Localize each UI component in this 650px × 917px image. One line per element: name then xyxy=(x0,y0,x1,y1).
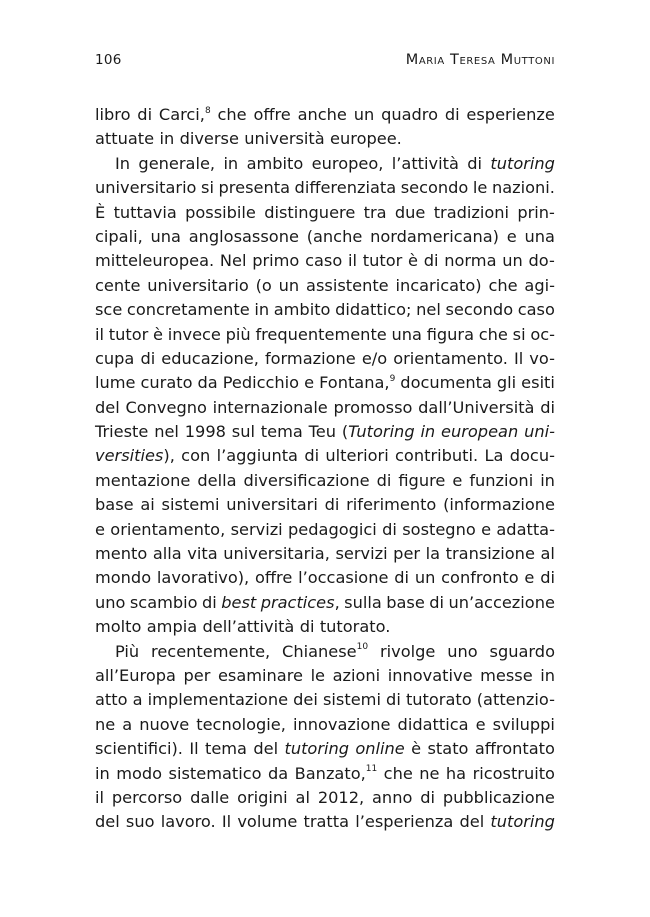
word: orientamento. xyxy=(393,348,508,368)
word: versities), xyxy=(95,446,175,466)
word: Il xyxy=(189,739,199,759)
word: modo xyxy=(116,763,163,783)
word: (informazione xyxy=(443,495,555,515)
word: lavorativo), xyxy=(156,568,250,588)
word: un xyxy=(353,105,375,124)
word: 1998 xyxy=(184,422,226,442)
text-line xyxy=(95,542,555,566)
word: Teu xyxy=(308,422,336,442)
word: al xyxy=(295,787,310,807)
text-line xyxy=(95,444,555,468)
word: base xyxy=(386,592,425,612)
word: ambito xyxy=(273,300,331,320)
word: secondo xyxy=(400,178,469,198)
word: in xyxy=(159,129,175,149)
word: cente xyxy=(95,275,141,295)
word: il xyxy=(95,324,104,344)
word: nazioni. xyxy=(491,178,555,198)
word: Fontana,$^9$ xyxy=(319,373,396,393)
footnote-ref: 11 xyxy=(365,764,378,775)
word: di xyxy=(137,105,153,124)
word: quadro xyxy=(381,105,438,124)
word: ambito xyxy=(246,153,304,173)
word: internazionale xyxy=(212,397,328,417)
word: promosso xyxy=(333,397,413,417)
word: in xyxy=(540,665,555,685)
word: di xyxy=(423,251,439,271)
word: didattico; xyxy=(335,300,412,320)
word: ricostruito xyxy=(472,763,555,783)
word: offre xyxy=(253,105,291,124)
word: Pedicchio xyxy=(222,373,300,393)
word: una xyxy=(524,226,555,246)
word: esaminare xyxy=(217,665,303,685)
word: una xyxy=(150,226,181,246)
word: universitaria, xyxy=(223,544,330,564)
word: ulteriori xyxy=(325,446,389,466)
word: ne xyxy=(419,763,440,783)
word: è xyxy=(408,251,418,271)
text-line xyxy=(95,103,555,127)
word: e xyxy=(481,519,492,539)
word: anno xyxy=(372,787,413,807)
text-line xyxy=(95,786,555,810)
word: un xyxy=(414,568,436,588)
word: l’occasione xyxy=(298,568,389,588)
text-line xyxy=(95,469,555,493)
word: (o xyxy=(255,275,272,295)
word: anglosassone xyxy=(188,226,299,246)
word: invece xyxy=(167,324,221,344)
word: e xyxy=(506,226,517,246)
word: in xyxy=(223,153,239,173)
word: tutoring xyxy=(490,153,555,173)
word: l’aggiunta xyxy=(216,446,298,466)
word: di xyxy=(304,446,320,466)
word: cupa xyxy=(95,348,135,368)
word: e xyxy=(452,470,463,490)
word: Il xyxy=(221,812,232,832)
word: di xyxy=(382,519,397,539)
word: si xyxy=(201,178,214,198)
word: figura xyxy=(426,324,475,344)
word: mitteleuropea. xyxy=(95,251,215,271)
word: in xyxy=(95,763,110,783)
word: gli xyxy=(496,373,517,393)
word: tutorato. xyxy=(319,617,391,637)
word: dall’Università xyxy=(418,397,535,417)
word: il xyxy=(348,251,357,271)
word: confronto xyxy=(441,568,519,588)
word: ne xyxy=(95,714,116,734)
text-line xyxy=(95,664,555,688)
word: sce xyxy=(95,300,123,320)
word: nordamericana) xyxy=(370,226,500,246)
word: e/o xyxy=(361,348,388,368)
word: didattica xyxy=(397,714,469,734)
word: 2012, xyxy=(317,787,365,807)
word: tema xyxy=(204,739,247,759)
word: in xyxy=(254,300,270,320)
word: l’attività xyxy=(391,153,459,173)
word: tuttavia xyxy=(113,202,177,222)
word: azioni xyxy=(332,665,381,685)
word: del xyxy=(253,739,279,759)
word: tutor xyxy=(108,324,149,344)
word: che xyxy=(383,763,413,783)
word: a xyxy=(122,714,133,734)
word: affrontato xyxy=(474,739,555,759)
body-text xyxy=(95,103,555,835)
word: differenziata xyxy=(294,178,397,198)
word: implementazione xyxy=(147,690,289,710)
word: Più xyxy=(115,641,140,661)
word: mentazione xyxy=(95,470,191,490)
text-line xyxy=(95,591,555,615)
word: servizi xyxy=(335,544,388,564)
page-header xyxy=(95,52,555,72)
text-line xyxy=(95,810,555,834)
word: Carci,$^8$ xyxy=(158,105,211,124)
word: suo xyxy=(125,812,155,832)
word: sistemi xyxy=(323,690,381,710)
word: universitario xyxy=(147,275,249,295)
word: di xyxy=(467,153,483,173)
word: università xyxy=(244,129,325,149)
word: di xyxy=(429,592,445,612)
word: le xyxy=(472,178,488,198)
word: do- xyxy=(528,251,555,271)
word: base xyxy=(95,495,134,515)
word: tema xyxy=(260,422,303,442)
word: sguardo xyxy=(489,641,555,661)
word: generale, xyxy=(138,153,216,173)
word: di xyxy=(202,592,217,612)
word: best xyxy=(221,592,257,612)
word: caso xyxy=(517,300,555,320)
word: online xyxy=(355,739,405,759)
text-line xyxy=(95,176,555,200)
word: curato xyxy=(140,373,193,393)
word: di xyxy=(140,348,156,368)
word: libro xyxy=(95,105,131,124)
word: incaricato) xyxy=(395,275,482,295)
word: secondo xyxy=(445,300,514,320)
word: volume xyxy=(237,812,298,832)
word: nuove xyxy=(139,714,190,734)
word: e xyxy=(475,714,486,734)
word: In xyxy=(115,153,131,173)
word: diverse xyxy=(179,129,239,149)
word: (attenzio- xyxy=(476,690,555,710)
word: frequentemente xyxy=(255,324,387,344)
word: Trieste xyxy=(95,422,149,442)
word: tra xyxy=(363,202,387,222)
word: european xyxy=(441,422,519,442)
word: nel xyxy=(154,422,179,442)
text-line xyxy=(95,371,555,395)
word: norma xyxy=(444,251,497,271)
text-line xyxy=(95,737,555,761)
word: mento xyxy=(95,544,148,564)
word: uno xyxy=(447,641,478,661)
word: molto xyxy=(95,617,142,637)
word: del xyxy=(95,397,120,417)
word: origini xyxy=(237,787,288,807)
word: tutorato xyxy=(405,690,472,710)
word: uno xyxy=(95,592,126,612)
word: e xyxy=(524,568,535,588)
word: Il xyxy=(513,348,524,368)
word: del xyxy=(95,812,120,832)
word: agi- xyxy=(524,275,555,295)
text-line xyxy=(95,640,555,664)
word: è xyxy=(153,324,163,344)
text-line xyxy=(95,420,555,444)
word: Banzato,$^{11}$ xyxy=(294,763,378,783)
page-number: 106 xyxy=(95,52,122,68)
word: dei xyxy=(293,690,318,710)
word: concretamente xyxy=(126,300,250,320)
word: formazione xyxy=(264,348,356,368)
word: (anche xyxy=(306,226,363,246)
word: al xyxy=(540,544,555,564)
word: sistematico xyxy=(168,763,262,783)
word: la xyxy=(425,544,441,564)
word: di xyxy=(540,568,555,588)
word: che xyxy=(217,105,247,124)
text-line xyxy=(95,566,555,590)
text-line xyxy=(95,152,555,176)
word: dell’attività xyxy=(202,617,295,637)
text-line xyxy=(95,688,555,712)
word: che xyxy=(488,275,518,295)
word: ampia xyxy=(146,617,198,637)
word: È xyxy=(95,202,106,222)
word: recentemente, xyxy=(151,641,271,661)
word: La xyxy=(484,446,504,466)
text-line xyxy=(95,396,555,420)
word: europee. xyxy=(330,129,402,149)
text-line xyxy=(95,201,555,225)
word: contributi. xyxy=(395,446,479,466)
word: (Tutoring xyxy=(341,422,415,442)
text-line xyxy=(95,347,555,371)
word: da xyxy=(268,763,289,783)
word: uni- xyxy=(524,422,555,442)
word: ha xyxy=(445,763,467,783)
word: sostegno xyxy=(402,519,476,539)
word: si xyxy=(512,324,526,344)
word: presenta xyxy=(218,178,290,198)
running-head: Maria Teresa Muttoni xyxy=(405,52,555,68)
word: con xyxy=(181,446,211,466)
word: funzioni xyxy=(469,470,534,490)
word: assistente xyxy=(306,275,389,295)
word: tutoring xyxy=(284,739,350,759)
word: tecnologie, xyxy=(196,714,286,734)
word: l’esperienza xyxy=(355,812,454,832)
word: di xyxy=(394,568,410,588)
text-line xyxy=(95,493,555,517)
word: caso xyxy=(305,251,343,271)
word: pubblicazione xyxy=(442,787,555,807)
word: le xyxy=(310,665,326,685)
text-line xyxy=(95,225,555,249)
word: per xyxy=(393,544,421,564)
word: ai xyxy=(140,495,155,515)
word: anche xyxy=(297,105,347,124)
text-line xyxy=(95,249,555,273)
word: stato xyxy=(427,739,469,759)
word: all’Europa xyxy=(95,665,176,685)
footnote-ref: 8 xyxy=(204,105,211,116)
text-line xyxy=(95,762,555,786)
word: un xyxy=(502,251,523,271)
word: europeo, xyxy=(311,153,384,173)
word: sistemi xyxy=(161,495,220,515)
word: di xyxy=(386,690,401,710)
word: figure xyxy=(398,470,446,490)
word: universitari xyxy=(226,495,318,515)
word: è xyxy=(411,739,422,759)
word: a xyxy=(132,690,143,710)
word: un’accezione xyxy=(448,592,555,612)
word: tratta xyxy=(303,812,350,832)
word: possibile xyxy=(185,202,256,222)
word: esperienze xyxy=(466,105,555,124)
word: di xyxy=(324,495,340,515)
word: rivolge xyxy=(379,641,436,661)
word: più xyxy=(225,324,251,344)
word: cipali, xyxy=(95,226,143,246)
word: tutoring xyxy=(490,812,555,832)
word: in xyxy=(420,422,436,442)
word: distinguere xyxy=(264,202,356,222)
word: di xyxy=(444,105,460,124)
word: docu- xyxy=(509,446,555,466)
word: scambio xyxy=(129,592,198,612)
word: innovazione xyxy=(292,714,391,734)
word: lavoro. xyxy=(160,812,216,832)
word: e xyxy=(304,373,315,393)
word: percorso xyxy=(111,787,183,807)
word: sul xyxy=(231,422,255,442)
word: che xyxy=(478,324,508,344)
word: Nel xyxy=(219,251,247,271)
word: servizi xyxy=(230,519,283,539)
word: educazione, xyxy=(161,348,259,368)
word: documenta xyxy=(400,373,492,393)
word: transizione xyxy=(445,544,535,564)
word: attuate xyxy=(95,129,155,149)
word: universitario xyxy=(95,178,197,198)
footnote-ref: 9 xyxy=(389,373,396,384)
word: vo- xyxy=(529,348,555,368)
word: innovative xyxy=(387,665,473,685)
word: e xyxy=(95,519,105,539)
word: di xyxy=(376,470,392,490)
text-line xyxy=(95,615,555,639)
text-line xyxy=(95,323,555,347)
word: tradizioni xyxy=(433,202,510,222)
word: prin- xyxy=(517,202,555,222)
word: lume xyxy=(95,373,136,393)
word: offre xyxy=(254,568,293,588)
word: di xyxy=(540,397,555,417)
word: alla xyxy=(152,544,182,564)
word: practices, xyxy=(260,592,340,612)
word: orientamento, xyxy=(110,519,226,539)
text-line xyxy=(95,518,555,542)
word: della xyxy=(197,470,237,490)
word: Convegno xyxy=(125,397,207,417)
word: esiti xyxy=(521,373,555,393)
word: messe xyxy=(480,665,533,685)
text-line xyxy=(95,713,555,737)
word: una xyxy=(391,324,422,344)
word: del xyxy=(459,812,485,832)
word: diversificazione xyxy=(243,470,370,490)
word: primo xyxy=(252,251,300,271)
word: adatta- xyxy=(496,519,555,539)
word: vita xyxy=(187,544,218,564)
text-line xyxy=(95,127,555,151)
word: dalle xyxy=(190,787,230,807)
word: un xyxy=(278,275,300,295)
word: Chianese$^{10}$ xyxy=(282,641,369,661)
word: oc- xyxy=(530,324,555,344)
word: pedagogici xyxy=(288,519,377,539)
word: di xyxy=(420,787,435,807)
word: sviluppi xyxy=(492,714,555,734)
word: riferimento xyxy=(346,495,437,515)
word: da xyxy=(197,373,218,393)
word: mondo xyxy=(95,568,152,588)
word: per xyxy=(183,665,211,685)
word: sulla xyxy=(344,592,382,612)
word: il xyxy=(95,787,104,807)
word: in xyxy=(540,470,555,490)
footnote-ref: 10 xyxy=(356,642,369,653)
word: due xyxy=(394,202,426,222)
word: tutor xyxy=(362,251,403,271)
text-line xyxy=(95,298,555,322)
word: nel xyxy=(416,300,441,320)
word: scientifici). xyxy=(95,739,183,759)
word: atto xyxy=(95,690,128,710)
word: di xyxy=(299,617,315,637)
text-line xyxy=(95,274,555,298)
